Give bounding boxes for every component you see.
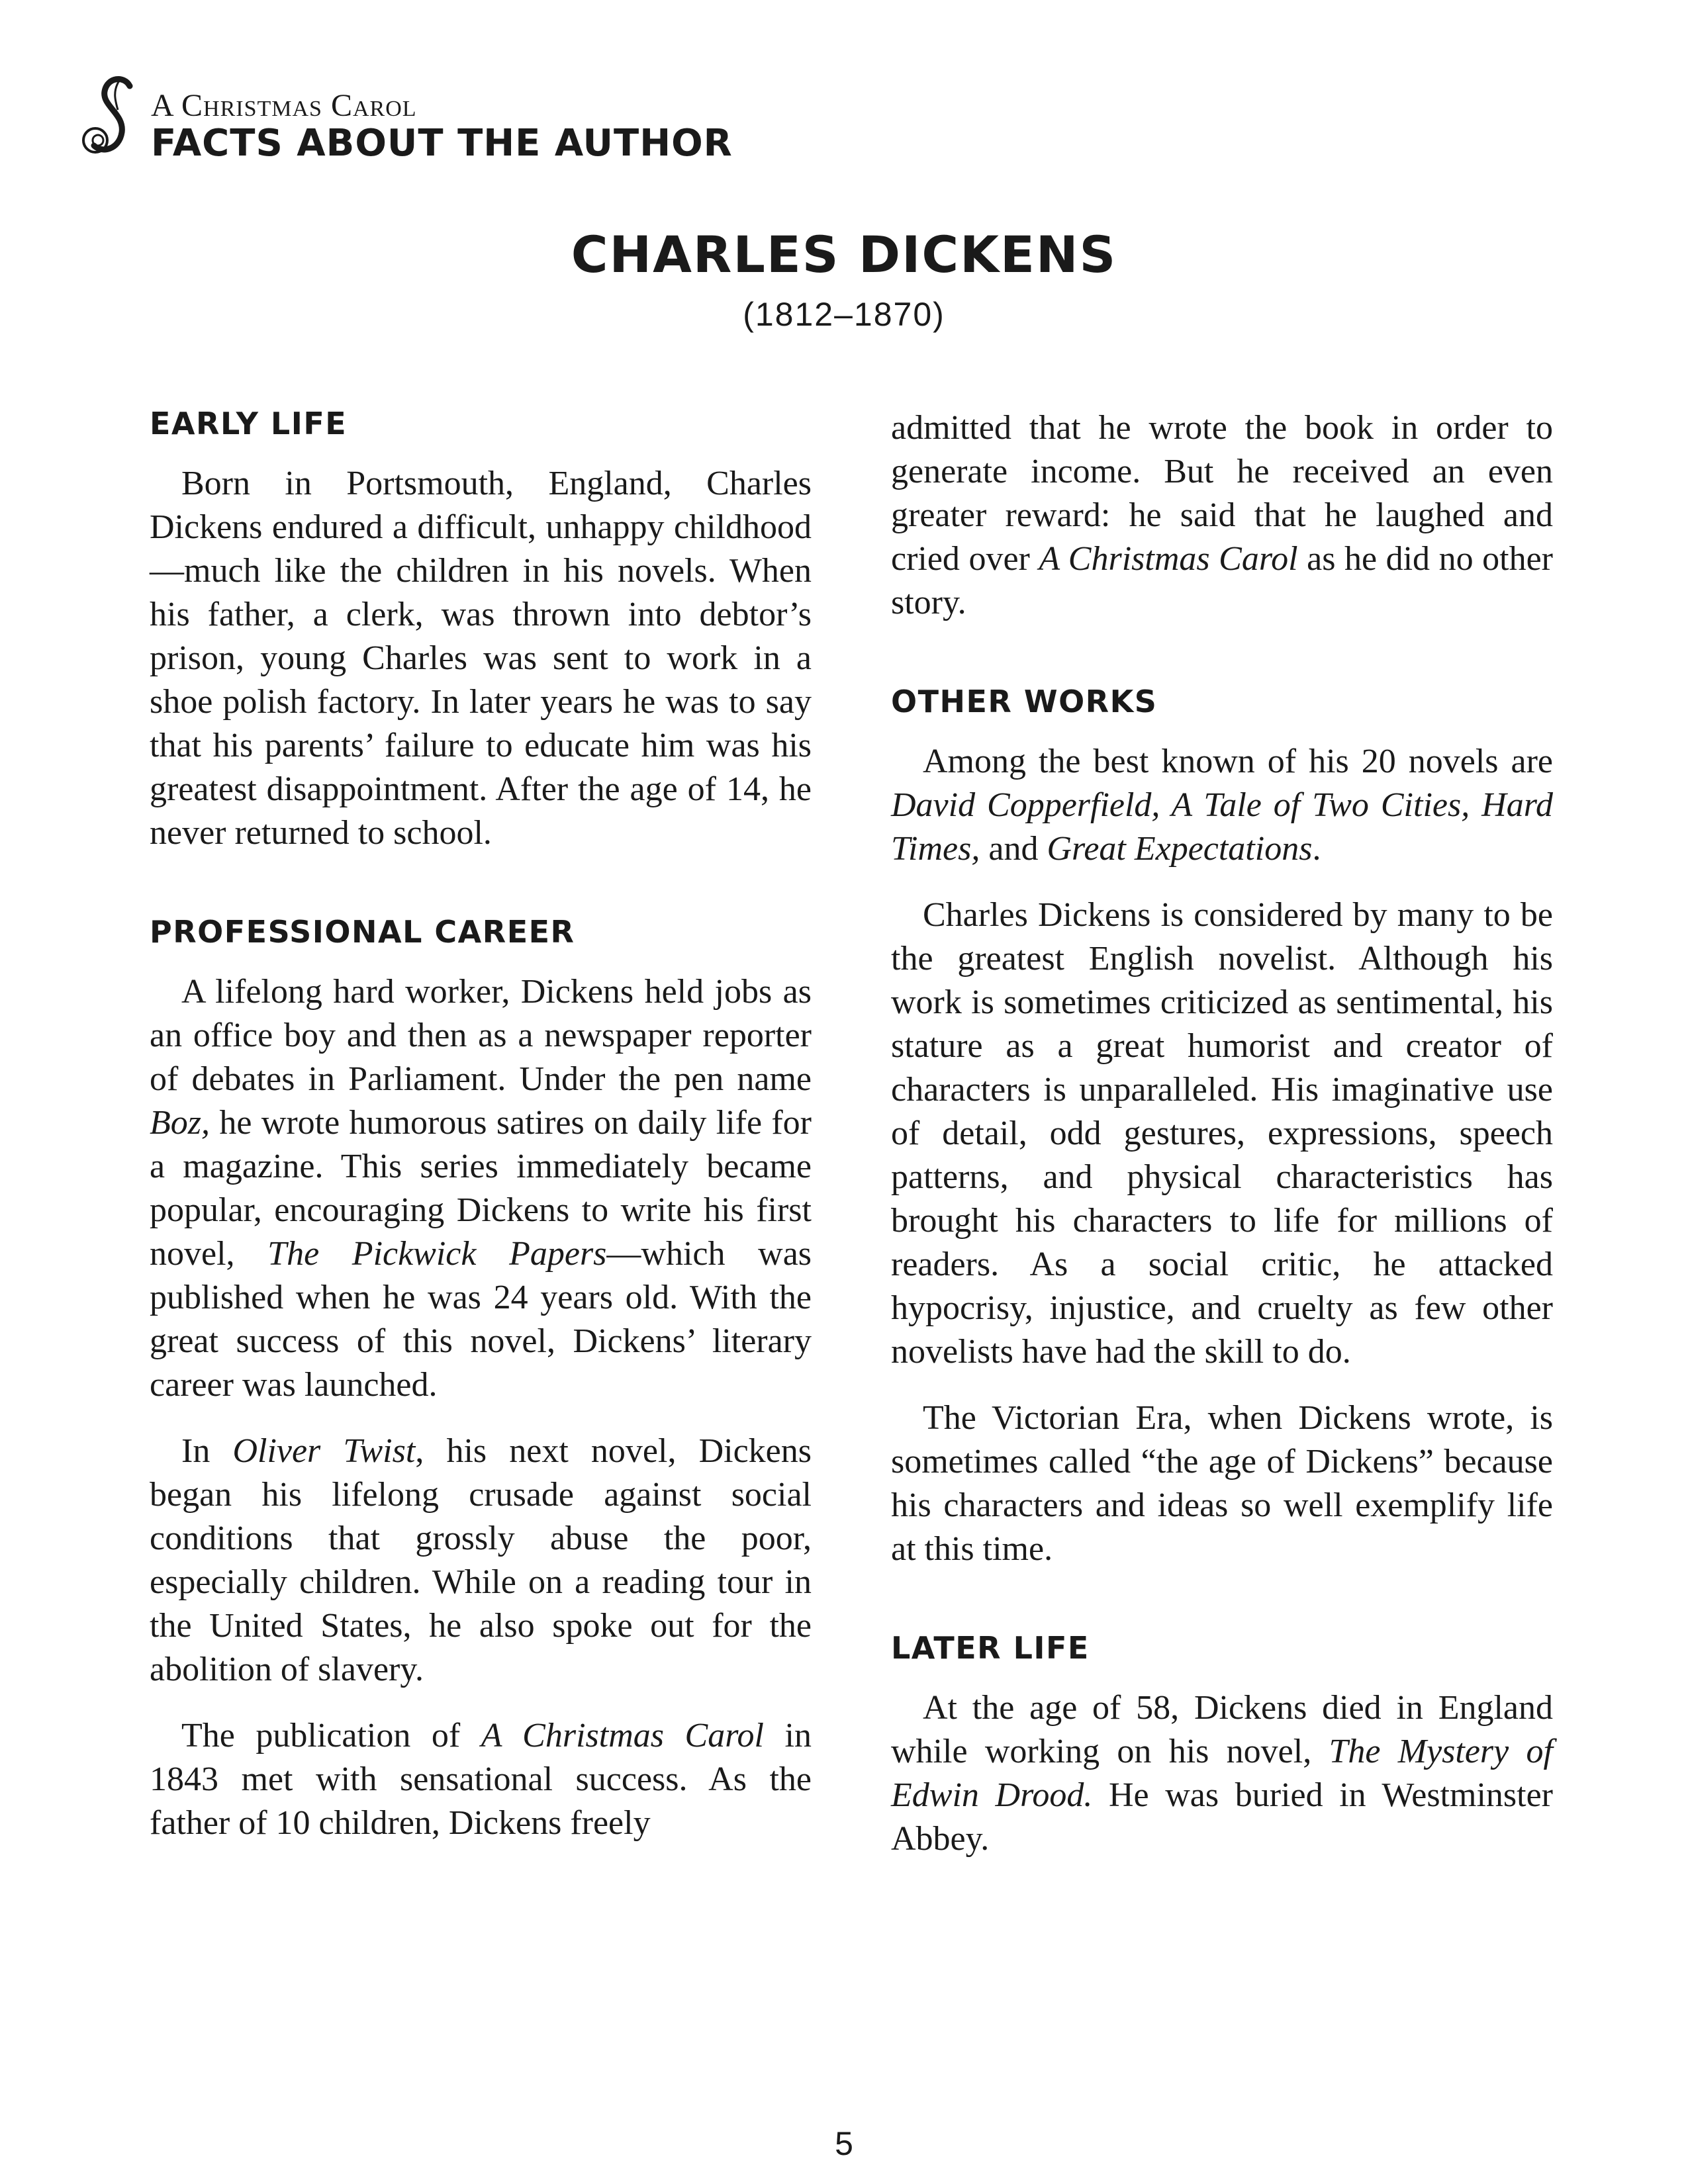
right-column	[891, 406, 1553, 1884]
heading-other-works: OTHER WORKS	[891, 684, 1158, 719]
paragraph-career-3: The publication of A Christmas Carol in 1843 met with sensational success. As the father of 10 children, Dickens freely	[150, 1717, 812, 1842]
book-title: A Christmas Carol	[151, 88, 417, 123]
page-number: 5	[835, 2125, 853, 2162]
author-dates: (1812–1870)	[743, 296, 945, 333]
page-title: CHARLES DICKENS	[571, 225, 1117, 284]
paragraph-other-works-1: Among the best known of his 20 novels are David Copperfield, A Tale of Two Cities, Hard Times, and Great Expectations.	[891, 743, 1553, 868]
left-column	[150, 405, 812, 1868]
heading-early-life: EARLY LIFE	[150, 406, 348, 441]
paragraph-career-2: In Oliver Twist, his next novel, Dickens began his lifelong crusade against social conditions that grossly abuse the poor, especially children. While on a reading tour in the United States, he also spoke out for the abolition of slavery.	[150, 1432, 812, 1688]
section-label: FACTS ABOUT THE AUTHOR	[151, 122, 733, 165]
paragraph-career-1: A lifelong hard worker, Dickens held jobs as an office boy and then as a newspaper reporter of debates in Parliament. Under the pen name Boz, he wrote humorous satires on daily life for a magazine. This series immediately became popular, encouraging Dickens to write his first novel, The Pickwick Papers—which was published when he was 24 years old. With the great success of this novel, Dickens’ literary career was launched.	[150, 973, 812, 1404]
paragraph-career-3-continued: admitted that he wrote the book in order to generate income. But he received an even greater reward: he said that he laughed and cried over A Christmas Carol as he did no other story.	[891, 409, 1553, 621]
paragraph-early-life: Born in Portsmouth, England, Charles Dickens endured a difficult, unhappy childhood—much like the children in his novels. When his father, a clerk, was thrown into debtor’s prison, young Charles was sent to work in a shoe polish factory. In later years he was to say that his parents’ failure to educate him was his greatest disappointment. After the age of 14, he never returned to school.	[150, 465, 812, 852]
heading-later-life: LATER LIFE	[891, 1630, 1090, 1666]
paragraph-other-works-2: Charles Dickens is considered by many to be the greatest English novelist. Although his work is sometimes criticized as sentimental, his stature as a great humorist and creator of characters is unparalleled. His imaginative use of detail, odd gestures, expressions, speech patterns, and physical characteristics has brought his characters to life for millions of readers. As a social critic, he attacked hypocrisy, injustice, and cruelty as few other novelists have had the skill to do.	[891, 896, 1553, 1371]
ornamental-s-icon	[78, 71, 144, 164]
paragraph-later-life: At the age of 58, Dickens died in England while working on his novel, The Mystery of Edwin Drood. He was buried in Westminster Abbey.	[891, 1689, 1553, 1858]
heading-professional-career: PROFESSIONAL CAREER	[150, 914, 575, 950]
paragraph-other-works-3: The Victorian Era, when Dickens wrote, is sometimes called “the age of Dickens” because his characters and ideas so well exemplify life at this time.	[891, 1399, 1553, 1568]
